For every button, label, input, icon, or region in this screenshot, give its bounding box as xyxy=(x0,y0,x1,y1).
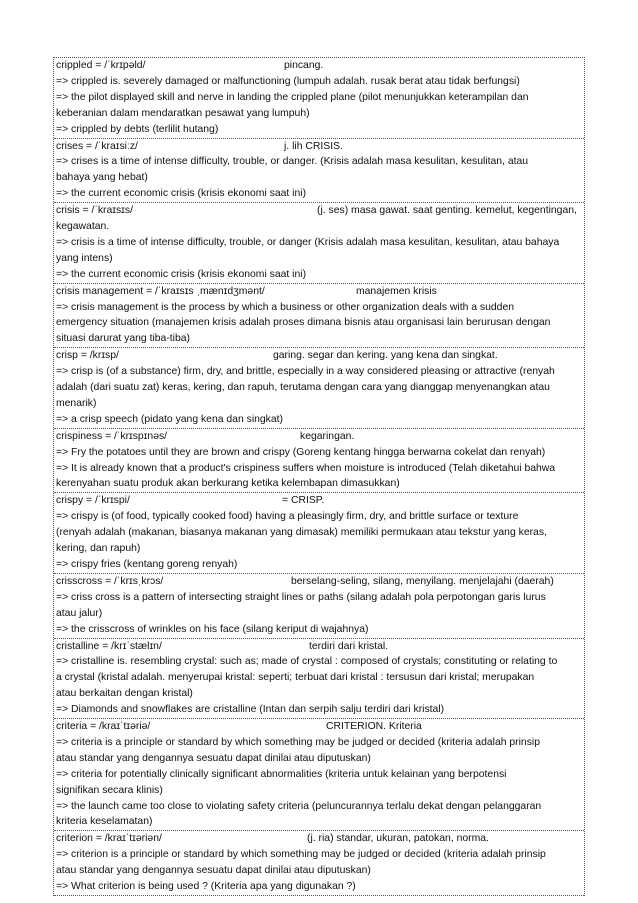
entry-line: kegawatan. xyxy=(56,221,110,233)
entry-line: => the crisscross of wrinkles on his face (silang keriput di wajahnya) xyxy=(56,623,369,635)
entry-meaning: (j. ses) masa gawat. saat genting. kemelut, kegentingan, xyxy=(317,205,577,217)
entry-meaning: garing. segar dan kering. yang kena dan singkat. xyxy=(273,350,498,362)
entry-criteria xyxy=(54,719,584,831)
entry-line: => It is already known that a product's crispiness suffers when moisture is introduced (Telah diketahui bahwa xyxy=(56,462,556,474)
entry-term: criterion = /kraɪˈtɪəriən/ xyxy=(56,833,162,845)
entry-line: => crisis management is the process by which a business or other organization deals with a sudden xyxy=(56,301,515,313)
entry-line: a crystal (kristal adalah. menyerupai kristal: seperti; terbuat dari kristal : tersusun dari kristal; merupakan xyxy=(56,672,535,684)
entry-line: => the current economic crisis (krisis ekonomi saat ini) xyxy=(56,188,307,200)
entry-line: => a crisp speech (pidato yang kena dan singkat) xyxy=(56,413,284,425)
entry-line: => cristalline is. resembling crystal: such as; made of crystal : composed of crystals; constituting or relating to xyxy=(56,656,558,668)
entry-line: => the pilot displayed skill and nerve in landing the crippled plane (pilot menunjukkan keterampilan dan xyxy=(56,91,529,103)
entry-term: cristalline = /krɪˈstælɪn/ xyxy=(56,640,162,652)
dictionary-page xyxy=(53,57,585,896)
entry-criterion xyxy=(54,831,584,896)
entry-crisis xyxy=(54,203,584,284)
entry-line: keberanian dalam mendaratkan pesawat yang lumpuh) xyxy=(56,107,310,119)
entry-line: kerenyahan suatu produk akan berkurang ketika kelembapan dimasukkan) xyxy=(56,478,400,490)
entry-cristalline xyxy=(54,639,584,720)
entry-meaning: CRITERION. Kriteria xyxy=(326,721,422,733)
entry-line: => crispy fries (kentang goreng renyah) xyxy=(56,558,238,570)
entry-term: criteria = /kraɪˈtɪəriə/ xyxy=(56,721,151,733)
entry-meaning: = CRISP. xyxy=(282,495,325,507)
entry-term: crippled = /ˈkrɪpəld/ xyxy=(56,60,146,71)
entry-meaning: kegaringan. xyxy=(300,430,355,442)
entry-meaning: j. lih CRISIS. xyxy=(284,140,343,152)
entry-line: yang intens) xyxy=(56,252,113,264)
entry-line: => criterion is a principle or standard by which something may be judged or decided (kriteria adalah prinsip xyxy=(56,849,546,861)
entry-line: kriteria keselamatan) xyxy=(56,816,153,828)
entry-line: adalah (dari suatu zat) keras, kering, dan rapuh, terutama dengan cara yang dianggap menyenangkan atau xyxy=(56,382,550,394)
entry-crispy xyxy=(54,493,584,574)
entry-term: crises = /ˈkraɪsiːz/ xyxy=(56,140,138,152)
entry-line: => criteria is a principle or standard by which something may be judged or decided (kriteria adalah prinsip xyxy=(56,736,540,748)
entry-line: => criss cross is a pattern of intersecting straight lines or paths (silang adalah pola perpotongan garis lurus xyxy=(56,591,546,603)
entry-crippled xyxy=(54,58,584,139)
entry-term: crispiness = /ˈkrɪspɪnəs/ xyxy=(56,430,168,442)
entry-line: => criteria for potentially clinically significant abnormalities (kriteria untuk kelainan yang berpotensi xyxy=(56,768,507,780)
entry-line: => crises is a time of intense difficulty, trouble, or danger. (Krisis adalah masa kesulitan, kesulitan, atau xyxy=(56,156,529,168)
entry-term: crisp = /krɪsp/ xyxy=(56,350,119,362)
entry-line: => What criterion is being used ? (Kriteria apa yang digunakan ?) xyxy=(56,881,356,893)
entry-line: situasi darurat yang tiba-tiba) xyxy=(56,333,190,345)
entry-crisscross xyxy=(54,574,584,639)
entry-line: => crispy is (of food, typically cooked food) having a pleasingly firm, dry, and brittle surface or texture xyxy=(56,511,519,523)
entry-line: => crisis is a time of intense difficulty, trouble, or danger (Krisis adalah masa kesulitan, kesulitan, atau bahaya xyxy=(56,236,560,248)
entry-line: => the launch came too close to violating safety criteria (peluncurannya terlalu dekat dengan pelanggaran xyxy=(56,800,542,812)
entry-line: atau standar yang dengannya sesuatu dapat dinilai atau diputuskan) xyxy=(56,865,371,877)
entry-meaning: (j. ria) standar, ukuran, patokan, norma. xyxy=(307,833,489,845)
entry-term: crisis management = /ˈkraɪsɪs ˌmænɪdʒmənt/ xyxy=(56,285,265,297)
entry-line: => crippled is. severely damaged or malfunctioning (lumpuh adalah. rusak berat atau tidak berfungsi) xyxy=(56,75,520,87)
entry-line: atau standar yang dengannya sesuatu dapat dinilai atau diputuskan) xyxy=(56,752,371,764)
entry-crispiness xyxy=(54,429,584,494)
entry-meaning: pincang. xyxy=(284,60,324,71)
entry-line: (renyah adalah (makanan, biasanya makanan yang dimasak) memiliki permukaan atau tekstur yang keras, xyxy=(56,527,547,539)
entry-line: signifikan secara klinis) xyxy=(56,784,163,796)
entry-line: kering, dan rapuh) xyxy=(56,543,141,555)
entry-term: crisis = /ˈkraɪsɪs/ xyxy=(56,205,133,217)
entry-line: => crippled by debts (terlilit hutang) xyxy=(56,123,219,135)
entry-crisp xyxy=(54,348,584,429)
entry-meaning: manajemen krisis xyxy=(356,285,437,297)
entry-line: bahaya yang hebat) xyxy=(56,172,148,184)
entry-line: => crisp is (of a substance) firm, dry, and brittle, especially in a way considered pleasing or attractive (renyah xyxy=(56,366,555,378)
entry-crisis-management xyxy=(54,284,584,349)
entry-line: => Diamonds and snowflakes are cristalline (Intan dan serpih salju terdiri dari kristal) xyxy=(56,704,445,716)
entry-meaning: terdiri dari kristal. xyxy=(309,640,389,652)
entry-line: menarik) xyxy=(56,397,97,409)
entry-term: crispy = /ˈkrɪspi/ xyxy=(56,495,130,507)
entry-line: atau jalur) xyxy=(56,607,103,619)
entry-line: => the current economic crisis (krisis ekonomi saat ini) xyxy=(56,268,307,280)
entry-line: atau berkaitan dengan kristal) xyxy=(56,688,193,700)
entry-crises xyxy=(54,139,584,204)
entry-line: emergency situation (manajemen krisis adalah proses dimana bisnis atau organisasi lain berurusan dengan xyxy=(56,317,551,329)
entry-term: crisscross = /ˈkrɪsˌkrɔs/ xyxy=(56,575,164,587)
entry-line: => Fry the potatoes until they are brown and crispy (Goreng kentang hingga berwarna cokelat dan renyah) xyxy=(56,446,546,458)
entry-meaning: berselang-seling, silang, menyilang. menjelajahi (daerah) xyxy=(291,575,554,587)
